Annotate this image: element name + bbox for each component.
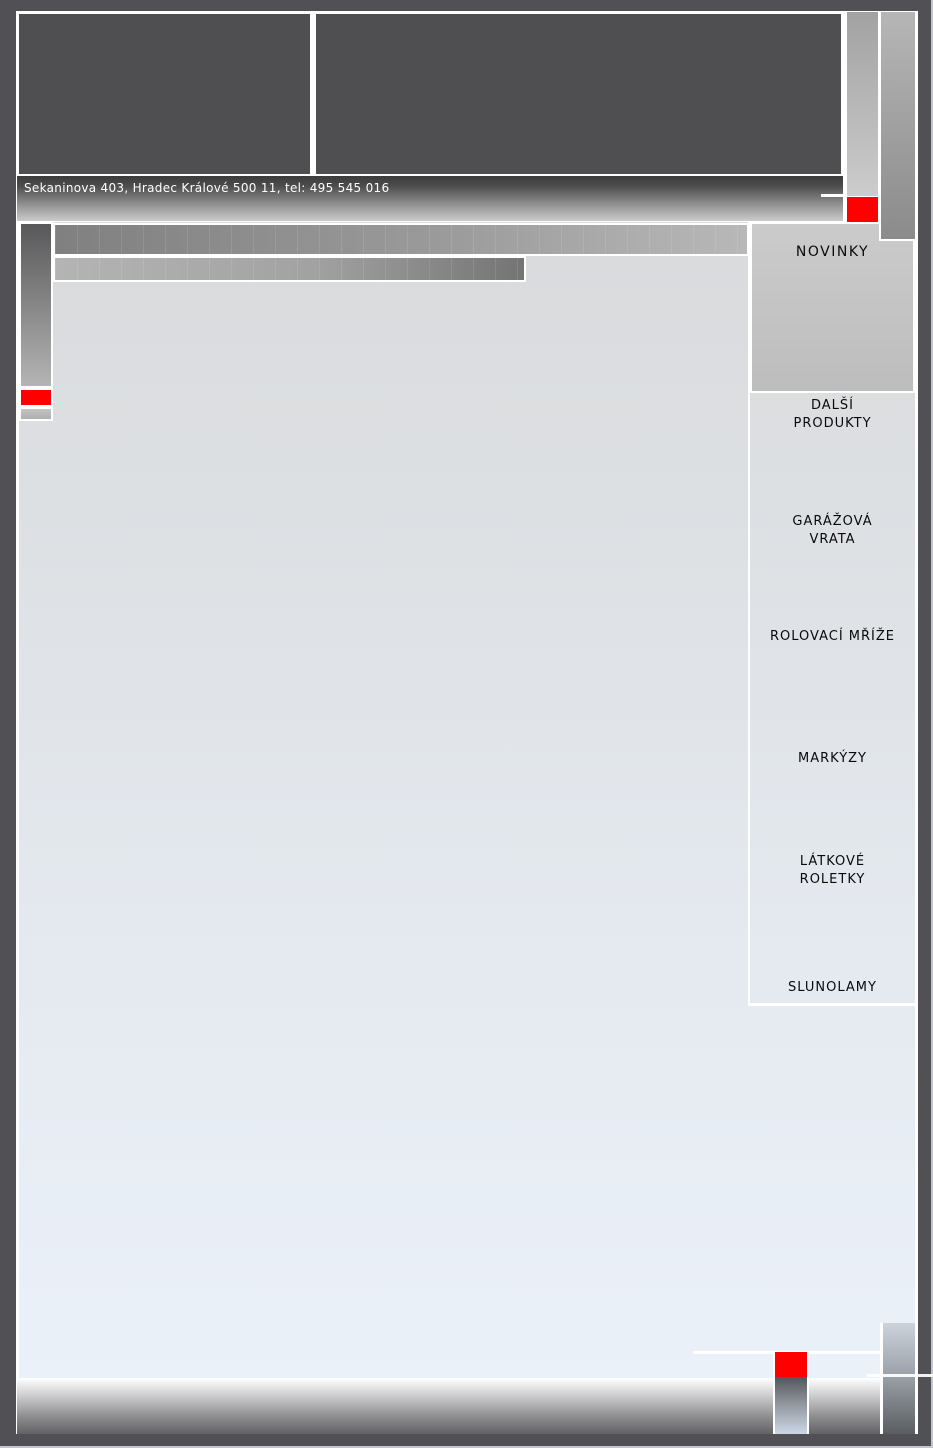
sidebar-item-label: DALŠÍ PRODUKTY [793, 398, 872, 431]
sidebar-item-dalsi-produkty[interactable] [750, 397, 915, 433]
header-banner-left [17, 12, 312, 176]
sidebar-item-garazova-vrata[interactable] [750, 513, 915, 549]
sidebar-item-latkove-roletky[interactable] [750, 853, 915, 889]
left-vertical-gradient-bar [19, 222, 53, 388]
sidebar-item-label: ROLOVACÍ MŘÍŽE [769, 629, 896, 644]
address-bar [17, 176, 843, 221]
accent-square-left [19, 388, 53, 407]
sidebar-item-label: LÁTKOVÉ ROLETKY [799, 854, 866, 887]
sidebar-item-markyzy[interactable] [750, 750, 915, 768]
left-gray-block [19, 407, 53, 421]
accent-square-bottom [775, 1352, 807, 1377]
horizontal-gradient-bar-top [53, 223, 749, 256]
page-inner [16, 11, 918, 1434]
sidebar-item-label: GARÁŽOVÁ VRATA [792, 514, 873, 547]
sidebar-menu [750, 393, 915, 1005]
sidebar-item-novinky[interactable] [750, 222, 915, 393]
sidebar-bottom-line [748, 1003, 915, 1006]
footer-accent-gradient [775, 1377, 807, 1434]
sidebar-item-label: SLUNOLAMY [788, 980, 877, 995]
top-right-strip-dark [879, 12, 915, 241]
address-text: Sekaninova 403, Hradec Králové 500 11, tel: 495 545 016 [24, 181, 390, 195]
sidebar-item-rolovaci-mrize[interactable] [750, 628, 915, 646]
accent-square-top-right [845, 197, 878, 222]
header-banner-right [314, 12, 843, 176]
bottom-right-gradient-block [883, 1323, 915, 1434]
address-bar-notch-line [821, 194, 843, 197]
sidebar-item-slunolamy[interactable] [750, 979, 915, 997]
footer-accent-column [773, 1352, 809, 1434]
bottom-right-white-line [867, 1374, 933, 1377]
sidebar-item-label: NOVINKY [795, 244, 870, 260]
sidebar-item-label: MARKÝZY [798, 751, 867, 766]
horizontal-gradient-bar-bottom [53, 256, 526, 282]
top-right-strip-light [845, 12, 878, 196]
